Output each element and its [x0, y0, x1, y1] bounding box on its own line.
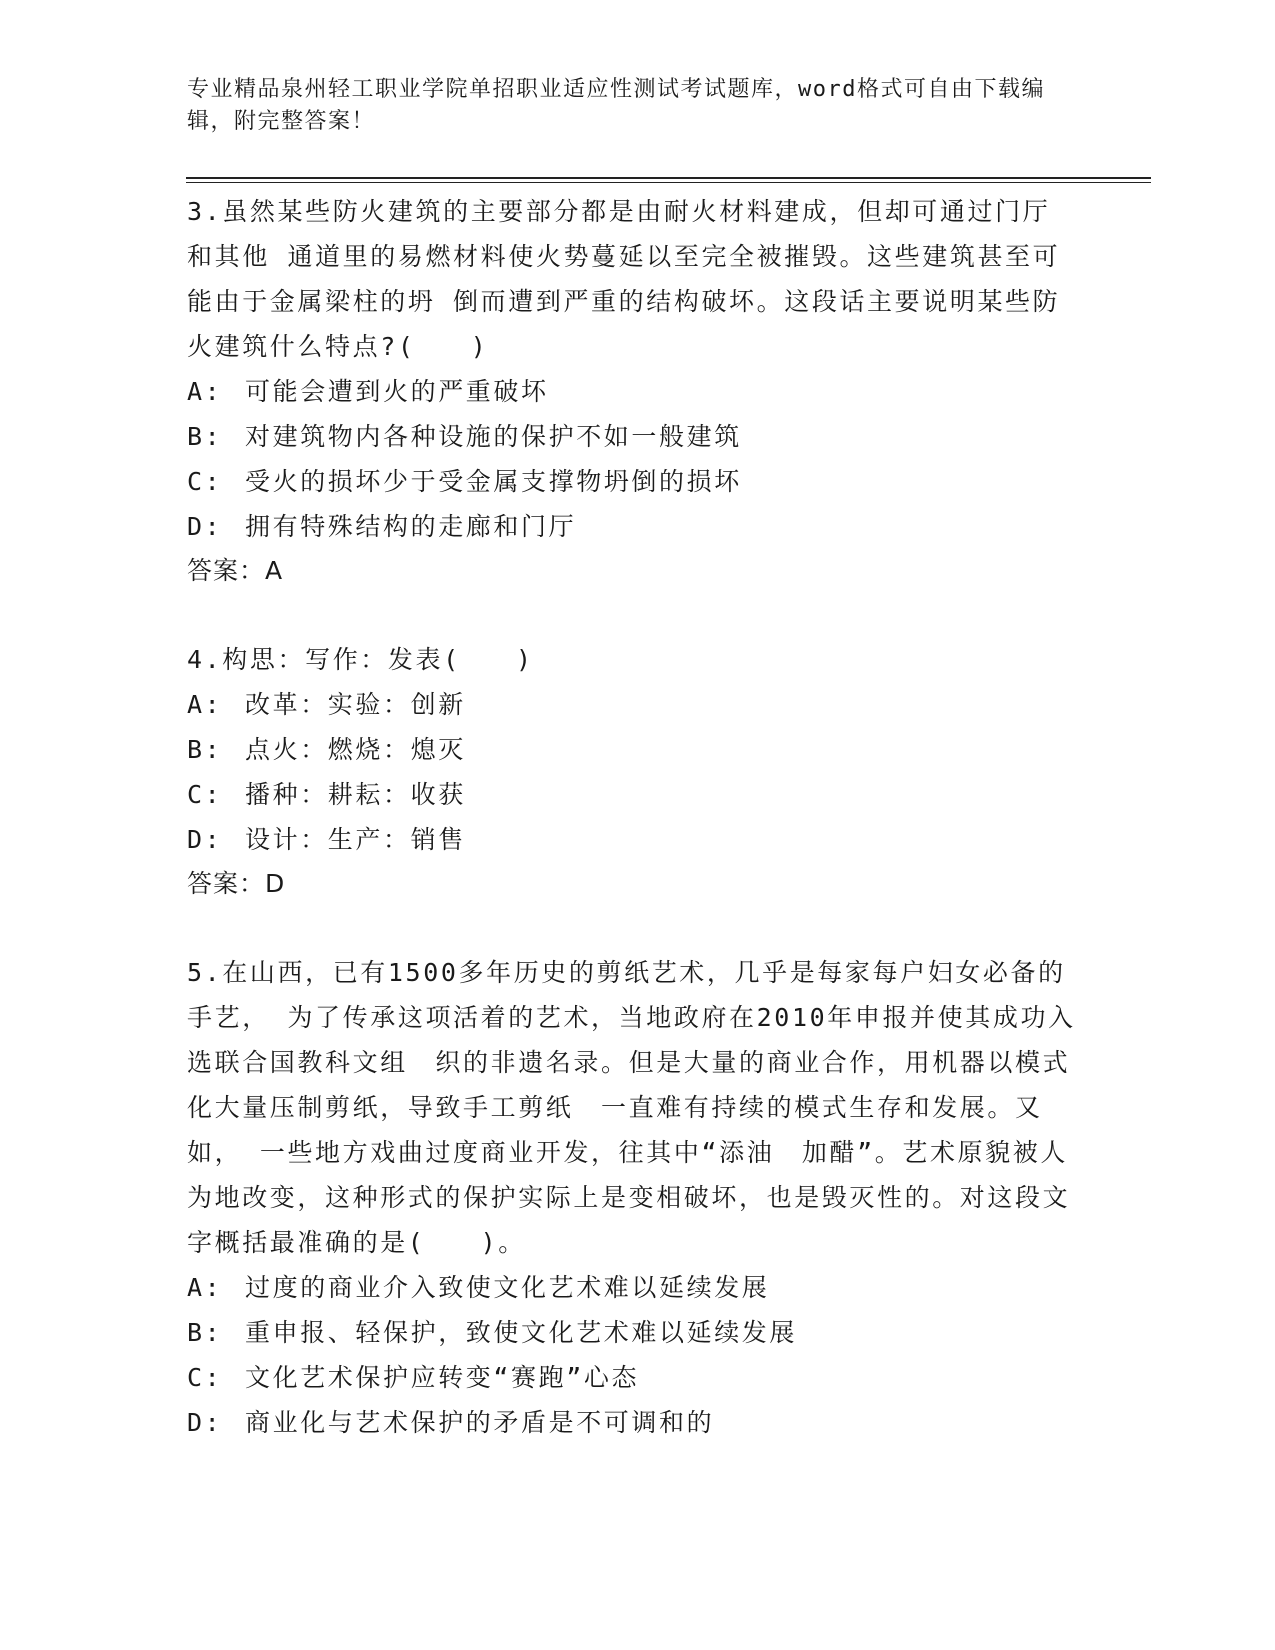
question-stem: 3.虽然某些防火建筑的主要部分都是由耐火材料建成，但却可通过门厅和其他 通道里的易燃材料使火势蔓延以至完全被摧毁。这些建筑甚至可能由于金属梁柱的坍 倒而遭到严重的结构破坏。这段话主要说明某些防火建筑什么特点?( ) — [187, 197, 1061, 361]
option-d — [187, 817, 1077, 862]
option-letter: D: — [187, 825, 223, 854]
question-block — [187, 189, 1077, 593]
option-d — [187, 504, 1077, 549]
header-divider — [186, 177, 1151, 179]
option-d — [187, 1400, 1077, 1445]
option-letter: B: — [187, 422, 223, 451]
question-stem: 5.在山西，已有1500多年历史的剪纸艺术，几乎是每家每户妇女必备的手艺， 为了传承这项活着的艺术，当地政府在2010年申报并使其成功入选联合国教科文组 织的非遗名录。但是大量的商业合作，用机器以模式化大量压制剪纸，导致手工剪纸 一直难有持续的模式生存和发展。又如， 一些地方戏曲过度商业开发，往其中“添油 加醋”。艺术原貌被人为地改变，这种形式的保护实际上是变相破坏，也是毁灭性的。对这段文字概括最准确的是( )。 — [187, 958, 1076, 1257]
option-text: 可能会遭到火的严重破坏 — [245, 377, 549, 406]
option-letter: B: — [187, 735, 223, 764]
option-text: 对建筑物内各种设施的保护不如一般建筑 — [245, 422, 742, 451]
option-letter: D: — [187, 1408, 223, 1437]
option-c — [187, 459, 1077, 504]
option-a — [187, 682, 1077, 727]
option-letter: A: — [187, 690, 223, 719]
question-block — [187, 637, 1077, 906]
answer-line: 答案：D — [187, 869, 286, 898]
option-letter: A: — [187, 1273, 223, 1302]
question-list — [187, 189, 1077, 1445]
question-stem: 4.构思：写作：发表( ) — [187, 645, 534, 674]
option-text: 文化艺术保护应转变“赛跑”心态 — [245, 1363, 640, 1392]
option-c — [187, 1355, 1077, 1400]
option-letter: C: — [187, 1363, 223, 1392]
option-b — [187, 1310, 1077, 1355]
option-a — [187, 369, 1077, 414]
question-block — [187, 950, 1077, 1445]
option-letter: D: — [187, 512, 223, 541]
option-text: 受火的损坏少于受金属支撑物坍倒的损坏 — [245, 467, 742, 496]
page-header: 专业精品泉州轻工职业学院单招职业适应性测试考试题库，word格式可自由下载编辑，附完整答案！ — [187, 77, 1045, 134]
spacer — [187, 593, 1077, 637]
option-letter: A: — [187, 377, 223, 406]
answer-line: 答案：A — [187, 556, 284, 585]
option-text: 设计：生产：销售 — [245, 825, 466, 854]
option-text: 过度的商业介入致使文化艺术难以延续发展 — [245, 1273, 770, 1302]
option-text: 改革：实验：创新 — [245, 690, 466, 719]
option-a — [187, 1265, 1077, 1310]
option-letter: C: — [187, 780, 223, 809]
option-b — [187, 414, 1077, 459]
option-letter: C: — [187, 467, 223, 496]
option-text: 商业化与艺术保护的矛盾是不可调和的 — [245, 1408, 715, 1437]
option-b — [187, 727, 1077, 772]
option-letter: B: — [187, 1318, 223, 1347]
header-divider-thin — [186, 182, 1151, 183]
option-text: 拥有特殊结构的走廊和门厅 — [245, 512, 577, 541]
option-text: 重申报、轻保护，致使文化艺术难以延续发展 — [245, 1318, 798, 1347]
spacer — [187, 906, 1077, 950]
option-c — [187, 772, 1077, 817]
option-text: 点火：燃烧：熄灭 — [245, 735, 466, 764]
option-text: 播种：耕耘：收获 — [245, 780, 466, 809]
